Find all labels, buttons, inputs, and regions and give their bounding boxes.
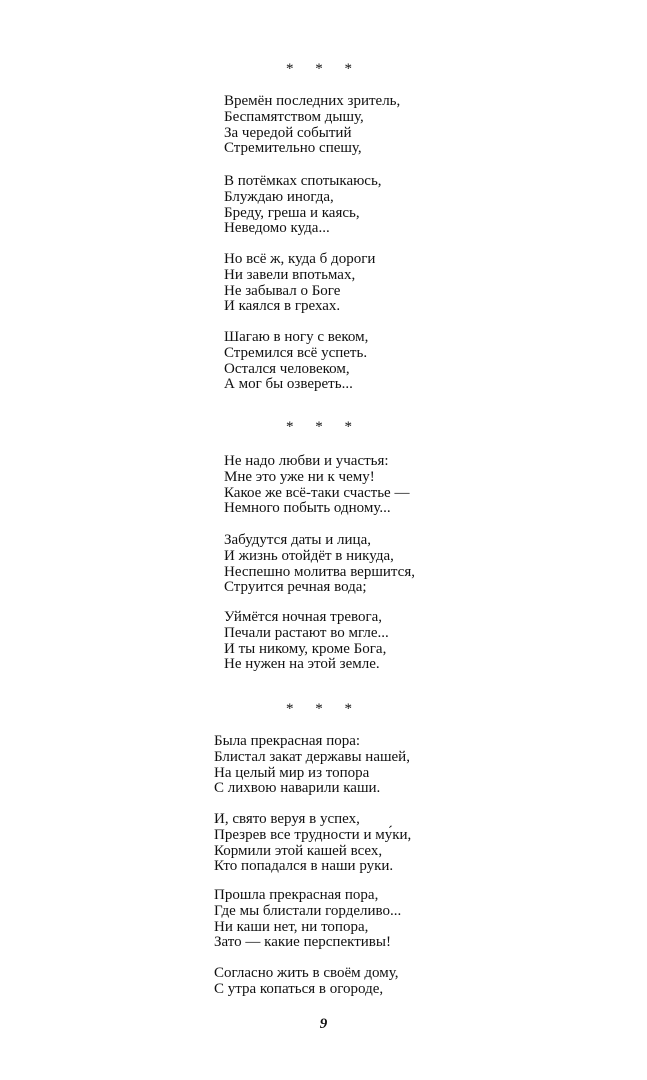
verse-line: Времён последних зритель, xyxy=(224,93,401,109)
verse-line: Ни каши нет, ни топора, xyxy=(214,918,369,935)
verse-line: С лихвою наварили каши. xyxy=(214,780,381,797)
stanza xyxy=(224,454,409,517)
stanza xyxy=(214,888,401,951)
verse-line: Стремительно спешу, xyxy=(224,140,362,157)
verse-line: Какое же всё-таки счастье — xyxy=(224,484,410,501)
verse-line: Неведомо куда... xyxy=(224,220,330,237)
verse-line: Беспамятством дышу, xyxy=(224,108,364,125)
stanza xyxy=(214,812,411,875)
verse-line: Шагаю в ногу с веком, xyxy=(224,329,369,345)
verse-line: И каялся в грехах. xyxy=(224,298,341,315)
verse-line: Уймётся ночная тревога, xyxy=(224,609,383,625)
stanza xyxy=(224,94,400,157)
verse-line: Забудутся даты и лица, xyxy=(224,532,371,548)
verse-line: На целый мир из топора xyxy=(214,764,370,781)
verse-line: Прошла прекрасная пора, xyxy=(214,887,379,903)
verse-line: Стремился всё успеть. xyxy=(224,344,368,361)
stanza xyxy=(224,174,382,237)
verse-line: Бреду, греша и каясь, xyxy=(224,204,360,221)
verse-line: Остался человеком, xyxy=(224,360,350,377)
verse-line: Струится речная вода; xyxy=(224,579,367,596)
verse-line: Согласно жить в своём дому, xyxy=(214,965,399,981)
stanza xyxy=(214,966,398,998)
verse-line: Зато — какие перспективы! xyxy=(214,934,391,951)
verse-line: С утра копаться в огороде, xyxy=(214,980,384,997)
verse-line: Где мы блистали горделиво... xyxy=(214,902,402,919)
verse-line: Ни завели впотьмах, xyxy=(224,266,356,283)
verse-line: Неспешно молитва вершится, xyxy=(224,563,415,580)
verse-line: Немного побыть одному... xyxy=(224,500,391,517)
stanza xyxy=(224,252,375,315)
stanza xyxy=(224,330,368,393)
stanza xyxy=(224,610,389,673)
verse-line: Но всё ж, куда б дороги xyxy=(224,251,376,267)
verse-line: За чередой событий xyxy=(224,124,352,141)
section-separator: * * * xyxy=(286,701,361,717)
verse-line: Не нужен на этой земле. xyxy=(224,656,380,673)
verse-line: Блистал закат державы нашей, xyxy=(214,748,410,765)
verse-line: Не надо любви и участья: xyxy=(224,453,389,469)
section-separator: * * * xyxy=(286,419,361,435)
verse-line: Не забывал о Боге xyxy=(224,282,341,299)
page-number: 9 xyxy=(319,1016,328,1032)
verse-line: Кормили этой кашей всех, xyxy=(214,842,383,859)
verse-line: Мне это уже ни к чему! xyxy=(224,468,375,485)
verse-line: Печали растают во мгле... xyxy=(224,624,389,641)
verse-line: Кто попадался в наши руки. xyxy=(214,858,394,875)
stanza xyxy=(214,734,410,797)
verse-line: В потёмках спотыкаюсь, xyxy=(224,173,382,189)
section-separator: * * * xyxy=(286,61,361,77)
verse-line: И жизнь отойдёт в никуда, xyxy=(224,547,394,564)
stanza xyxy=(224,533,415,596)
verse-line: А мог бы озвереть... xyxy=(224,376,353,393)
verse-line: Презрев все трудности и му́ки, xyxy=(214,826,412,843)
verse-line: И, свято веруя в успех, xyxy=(214,811,360,827)
verse-line: Была прекрасная пора: xyxy=(214,733,361,749)
verse-line: Блуждаю иногда, xyxy=(224,188,334,205)
verse-line: И ты никому, кроме Бога, xyxy=(224,640,387,657)
